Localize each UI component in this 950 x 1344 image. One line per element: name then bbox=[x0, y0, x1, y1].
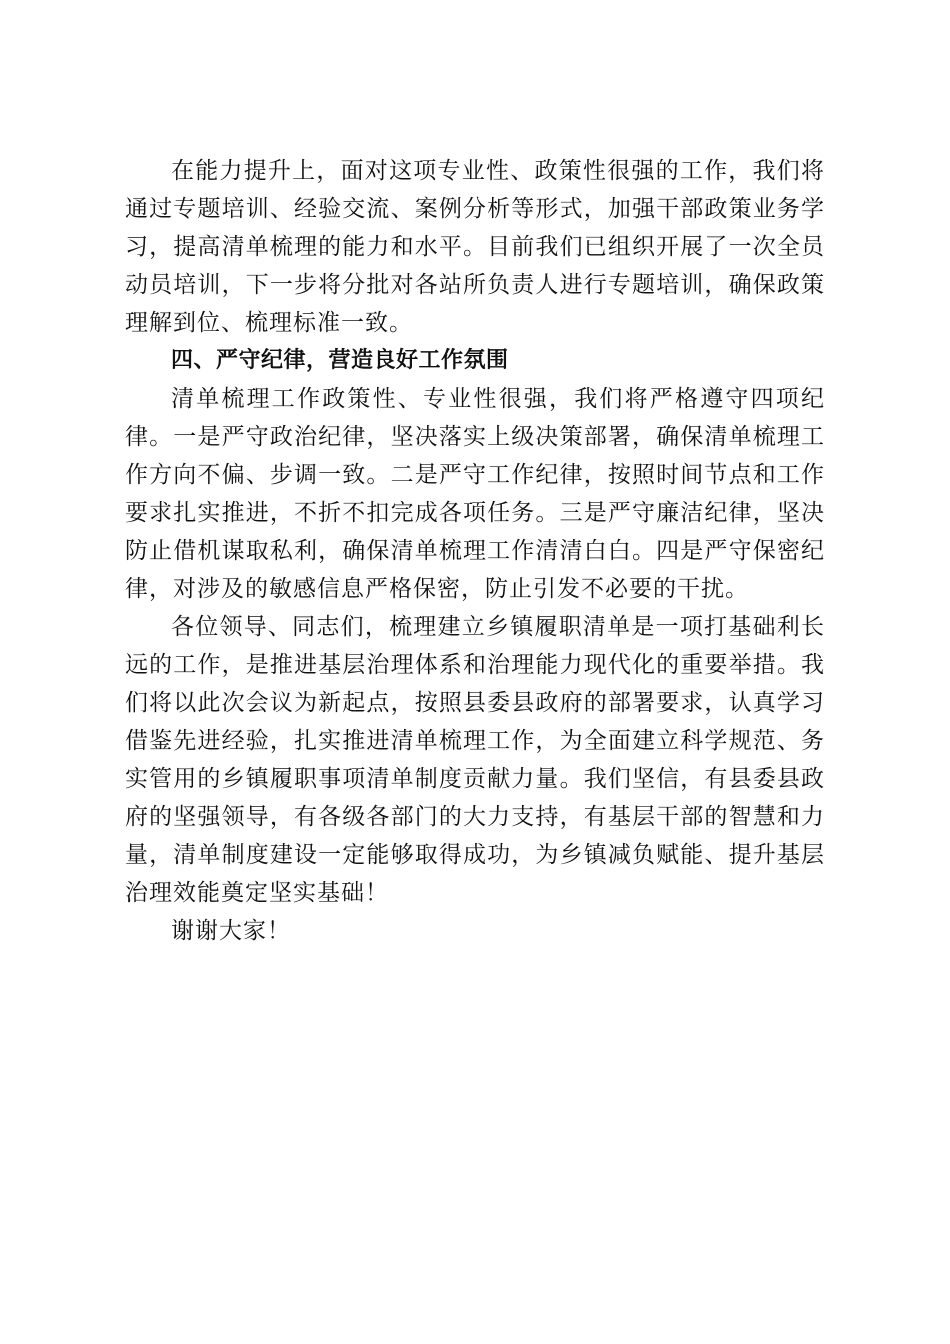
section-heading-discipline: 四、严守纪律，营造良好工作氛围 bbox=[171, 348, 509, 373]
document-body bbox=[125, 152, 825, 950]
closing-thanks: 谢谢大家！ bbox=[171, 918, 291, 944]
paragraph-four-disciplines: 清单梳理工作政策性、专业性很强，我们将严格遵守四项纪律。一是严守政治纪律，坚决落实上级决策部署，确保清单梳理工作方向不偏、步调一致。二是严守工作纪律，按照时间节点和工作要求扎实推进，不折不扣完成各项任务。三是严守廉洁纪律，坚决防止借机谋取私利，确保清单梳理工作清清白白。四是严守保密纪律，对涉及的敏感信息严格保密，防止引发不必要的干扰。 bbox=[125, 386, 825, 602]
paragraph-closing-remarks: 各位领导、同志们，梳理建立乡镇履职清单是一项打基础利长远的工作，是推进基层治理体系和治理能力现代化的重要举措。我们将以此次会议为新起点，按照县委县政府的部署要求，认真学习借鉴先进经验，扎实推进清单梳理工作，为全面建立科学规范、务实管用的乡镇履职事项清单制度贡献力量。我们坚信，有县委县政府的坚强领导，有各级各部门的大力支持，有基层干部的智慧和力量，清单制度建设一定能够取得成功，为乡镇减负赋能、提升基层治理效能奠定坚实基础！ bbox=[125, 614, 825, 906]
paragraph-capability-improvement: 在能力提升上，面对这项专业性、政策性很强的工作，我们将通过专题培训、经验交流、案例分析等形式，加强干部政策业务学习，提高清单梳理的能力和水平。目前我们已组织开展了一次全员动员培训，下一步将分批对各站所负责人进行专题培训，确保政策理解到位、梳理标准一致。 bbox=[125, 158, 825, 336]
